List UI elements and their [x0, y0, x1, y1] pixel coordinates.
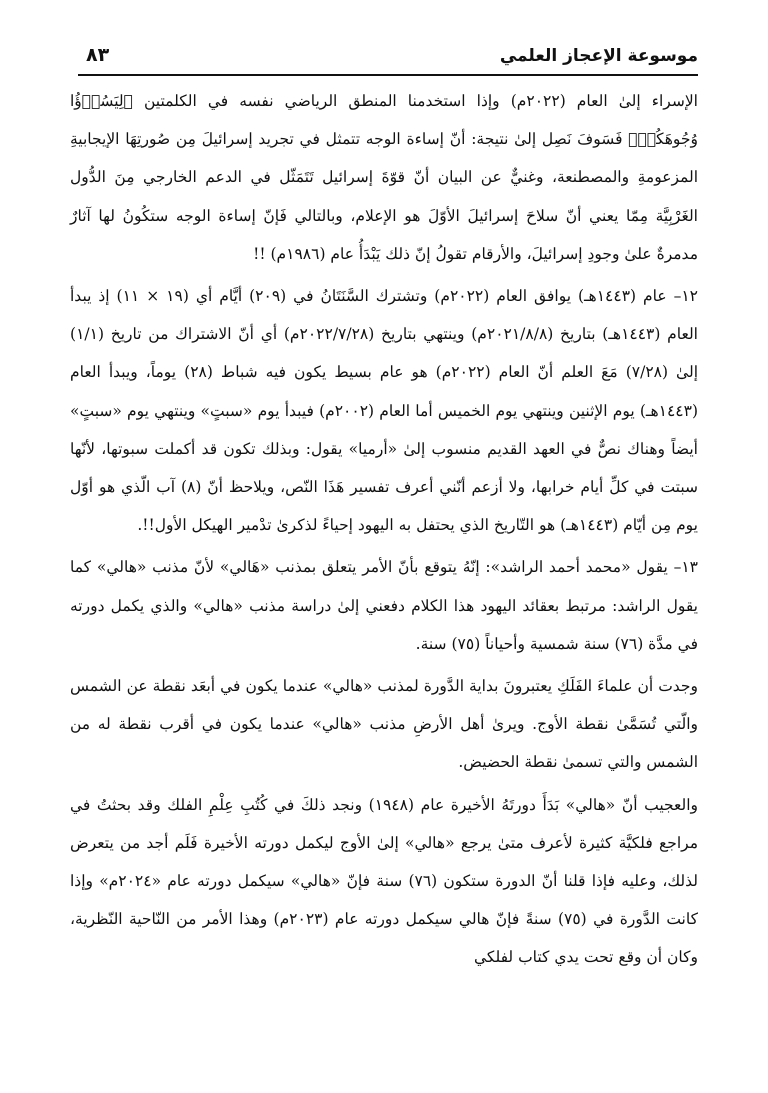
body-text [70, 82, 698, 977]
page-number: ٨٣ [86, 44, 110, 66]
paragraph-halley-orbit: وجدت أن علماءَ الفَلَكِ يعتبرونَ بداية الدَّورة لمذنب «هالي» عندما يكون في أبعَد نقطة عن الشمس والّتي تُسَمَّىٰ نقطة الأوج. ويرىٰ أهل الأرضِ مذنب «هالي» عندما يكون في أقرب نقطة له من الشمس والتي تسمىٰ نقطة الحضيض. [70, 677, 698, 772]
page-header [78, 40, 698, 76]
book-title: موسوعة الإعجاز العلمي [499, 46, 698, 66]
paragraph-point-12: ١٢– عام (١٤٤٣هـ) يوافق العام (٢٠٢٢م) وتشترك السَّنَتَانُ في (٢٠٩) أيَّام أي (١٩ × ١١) إذ يبدأ العام (١٤٤٣هـ) بتاريخ (٢٠٢١/٨/٨م) وينتهي بتاريخ (٢٠٢٢/٧/٢٨م) أي أنّ الاشتراك من تاريخ (١/١) إلىٰ (٧/٢٨) مَعَ العلم أنّ العام (٢٠٢٢م) هو عام بسيط يكون فيه شباط (٢٨) يوماً، ويبدأ العام (١٤٤٣هـ) يوم الإثنين وينتهي يوم الخميس أما العام (٢٠٠٢م) فيبدأ يوم «سبتٍ» وينتهي يوم «سبتٍ» أيضاً وهناك نصٌّ في العهد القديم منسوب إلىٰ «أرميا» يقول: وبذلك تكون قد أكملت سبوتها، لأنّها سبتت في كلِّ أيام خرابها، ولا أزعم أنّني أعرف تفسير هَذَا النّص، ويلاحظ أنّ (٨) آب الّذي هو أوّل يوم مِن أيّام (١٤٤٣هـ) هو التّاريخ الذي يحتفل به اليهود إحياءً لذكرىٰ تدْمير الهيكل الأول!!. [70, 287, 699, 535]
paragraph-isra-conclusion: الإسراء إلىٰ العام (٢٠٢٢م) وإذا استخدمنا المنطق الرياضي نفسه في الكلمتين ﴿لِيَسُوۤؤُا وُجُوهَكُمۡ﴾ فَسَوفَ نَصِل إلىٰ نتيجة: أنّ إساءة الوجه تتمثل في تجريد إسرائيلَ مِن صُورتِهَا الإيجابيةِ المزعومةِ والمصطنعة، وغنيٌّ عن البيان أنّ قوّةَ إسرائيل تَتَمَثّل في الدعم الخارجي مِنَ الدُّول الغَرْبِيَّة مِمّا يعني أنّ سلاحَ إسرائيلَ الأوّلَ هو الإعلام، وبالتالي فَإنّ إساءة الوجه ستكُونُ لها آثارٌ مدمرةٌ علىٰ وجودِ إسرائيلَ، والأرقام تقولُ إنّ ذلك يَبْدَأُ عام (١٩٨٦م) !! [70, 92, 698, 263]
paragraph-halley-cycle: والعجيب أنّ «هالي» بَدَأَ دورتَهُ الأخيرة عام (١٩٤٨) ونجد ذلكَ في كُتُبِ عِلْمِ الفلك وقد بحثتُ في مراجع فلكيَّة كثيرة لأعرف متىٰ يرجع «هالي» إلىٰ الأوج ليكمل دورته الأخيرة فَلَم أجد من يتعرض لذلك، وعليه فإذا قلنا أنّ الدورة ستكون (٧٦) سنة فإنّ «هالي» سيكمل دورته عام «٢٠٢٤م» وإذا كانت الدَّورة في (٧٥) سنةً فإنّ هالي سيكمل دورته عام (٢٠٢٣م) وهذا الأمر من النّاحية النّظرية، وكان أن وقع تحت يدي كتاب لفلكي [70, 795, 698, 967]
paragraph-point-13: ١٣– يقول «محمد أحمد الراشد»: إنّهُ يتوقع بأنّ الأمر يتعلق بمذنب «هَالي» لأنّ مذنب «هالي» كما يقول الراشد: مرتبط بعقائد اليهود هذا الكلام دفعني إلىٰ دراسة مذنب «هالي» والذي يكمل دورته في مدَّة (٧٦) سنة شمسية وأحياناً (٧٥) سنة. [70, 558, 698, 653]
